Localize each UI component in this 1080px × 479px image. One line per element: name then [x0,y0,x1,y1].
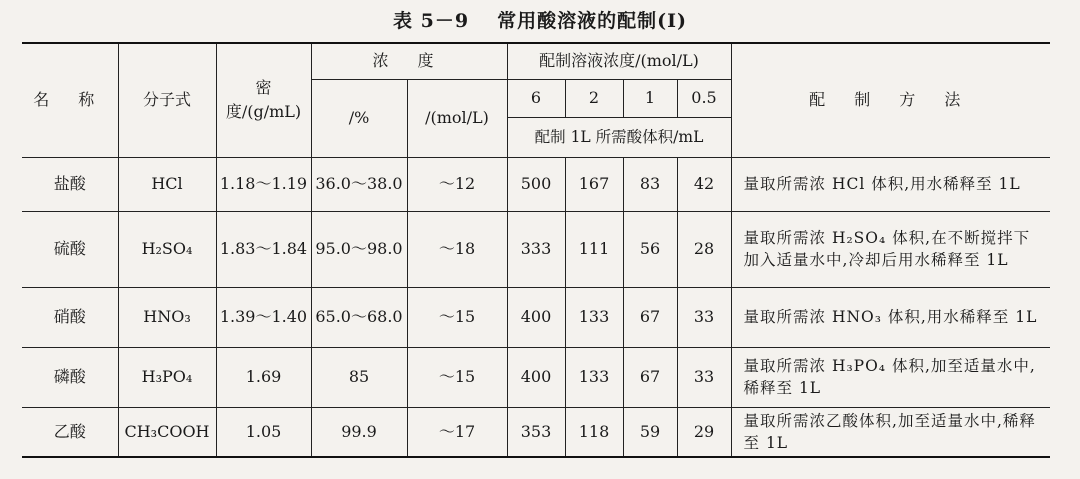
acid-name: 硝酸 [22,287,118,347]
volume-2: 167 [565,157,623,211]
volume-0-5: 33 [677,347,731,407]
header-concentration: 浓 度 [311,43,507,79]
header-name: 名 称 [22,43,118,157]
acid-formula: HNO₃ [118,287,216,347]
table-caption [0,6,1080,33]
volume-2: 118 [565,407,623,457]
acid-density: 1.69 [216,347,311,407]
volume-1: 59 [623,407,677,457]
acid-conc-molar: ～12 [407,157,507,211]
acid-formula: H₃PO₄ [118,347,216,407]
volume-1: 56 [623,211,677,287]
volume-1: 67 [623,347,677,407]
table-row [22,157,1050,211]
volume-1: 83 [623,157,677,211]
acid-formula: HCl [118,157,216,211]
volume-2: 133 [565,287,623,347]
acid-conc-percent: 36.0～38.0 [311,157,407,211]
table-row [22,347,1050,407]
table-row [22,407,1050,457]
header-formula: 分子式 [118,43,216,157]
prep-method: 量取所需浓 H₃PO₄ 体积,加至适量水中,稀释至 1L [731,347,1050,407]
prep-method: 量取所需浓 H₂SO₄ 体积,在不断搅拌下加入适量水中,冷却后用水稀释至 1L [731,211,1050,287]
acid-formula: H₂SO₄ [118,211,216,287]
volume-0-5: 28 [677,211,731,287]
prep-method: 量取所需浓乙酸体积,加至适量水中,稀释至 1L [731,407,1050,457]
acid-name: 磷酸 [22,347,118,407]
header-target-6: 6 [507,79,565,117]
acid-conc-molar: ～15 [407,287,507,347]
acid-name: 乙酸 [22,407,118,457]
volume-1: 67 [623,287,677,347]
header-target-concentration: 配制溶液浓度/(mol/L) [507,43,731,79]
header-target-0-5: 0.5 [677,79,731,117]
acid-name: 盐酸 [22,157,118,211]
acid-density: 1.05 [216,407,311,457]
acid-conc-percent: 65.0～68.0 [311,287,407,347]
volume-6: 333 [507,211,565,287]
acid-density: 1.18～1.19 [216,157,311,211]
volume-6: 400 [507,287,565,347]
acid-conc-molar: ～18 [407,211,507,287]
volume-6: 353 [507,407,565,457]
volume-0-5: 42 [677,157,731,211]
acid-preparation-table [22,42,1050,458]
header-target-1: 1 [623,79,677,117]
acid-density: 1.83～1.84 [216,211,311,287]
acid-conc-percent: 85 [311,347,407,407]
acid-conc-percent: 99.9 [311,407,407,457]
acid-conc-molar: ～15 [407,347,507,407]
acid-name: 硫酸 [22,211,118,287]
volume-0-5: 29 [677,407,731,457]
table-title: 常用酸溶液的配制(Ⅰ) [497,10,687,32]
volume-6: 400 [507,347,565,407]
acid-conc-molar: ～17 [407,407,507,457]
acid-formula: CH₃COOH [118,407,216,457]
prep-method: 量取所需浓 HCl 体积,用水稀释至 1L [731,157,1050,211]
volume-6: 500 [507,157,565,211]
header-method: 配 制 方 法 [731,43,1050,157]
table-number: 表 5－9 [393,10,470,32]
header-density: 密度/(g/mL) [216,43,311,157]
volume-2: 133 [565,347,623,407]
acid-conc-percent: 95.0～98.0 [311,211,407,287]
table-row [22,211,1050,287]
volume-2: 111 [565,211,623,287]
header-volume-label: 配制 1L 所需酸体积/mL [507,117,731,157]
prep-method: 量取所需浓 HNO₃ 体积,用水稀释至 1L [731,287,1050,347]
table-row [22,287,1050,347]
acid-density: 1.39～1.40 [216,287,311,347]
volume-0-5: 33 [677,287,731,347]
header-conc-percent: /% [311,79,407,157]
header-target-2: 2 [565,79,623,117]
header-conc-molar: /(mol/L) [407,79,507,157]
